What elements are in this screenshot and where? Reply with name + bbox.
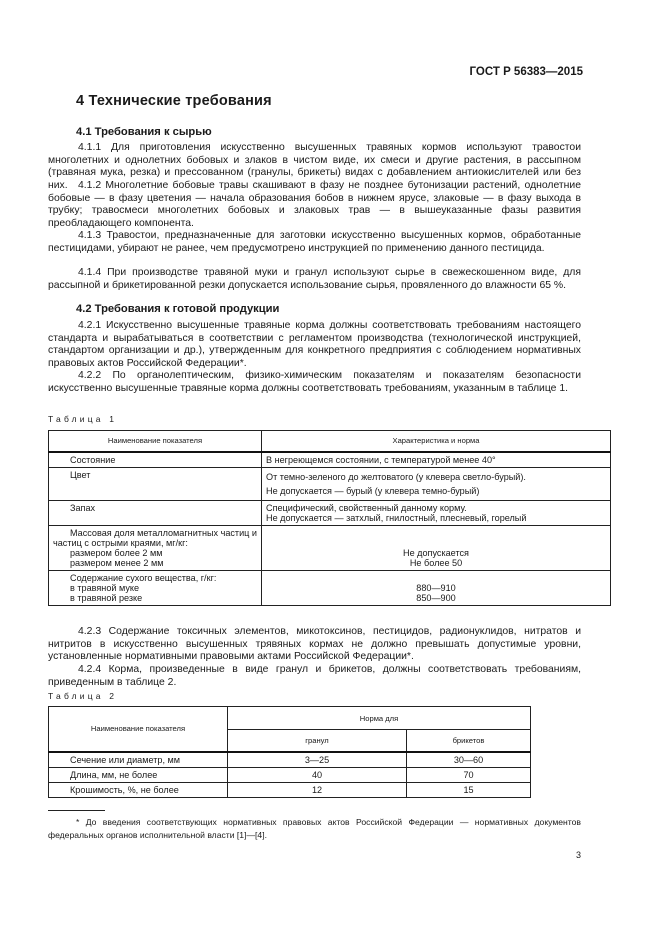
subsection-title-4-2: 4.2 Требования к готовой продукции	[76, 303, 280, 315]
subsection-title-4-1: 4.1 Требования к сырью	[76, 126, 212, 138]
text-line: в травяной муке	[70, 582, 140, 593]
text-line: размером более 2 мм	[70, 547, 163, 558]
table-row	[49, 752, 531, 768]
table2-caption: Таблица 2	[48, 691, 118, 701]
table1-cell-name: Цвет	[49, 467, 262, 500]
table2-cell-col1: 12	[228, 782, 407, 797]
table2	[48, 706, 531, 798]
paragraph-4-1-1: 4.1.1 Для приготовления искусственно высушенных травяных кормов используют травостои многолетних и однолетних бобовых и злаков в чистом виде, их смеси и другие растения, в рассыпном (травяная мука, резка) и прессованном (гранулы, брикеты) видах с добавлением антиокислителей или без них.	[48, 142, 581, 191]
table1-header-name: Наименование показателя	[49, 431, 262, 452]
table1-caption: Таблица 1	[48, 414, 118, 424]
paragraph-4-2-1: 4.2.1 Искусственно высушенные травяные корма должны соответствовать требованиям настоящего стандарта и вырабатываться в соответствии с регламентом производства (технологической инструкцией, стандартом организации и др.), утвержденным для конкретного предприятия с соблюдением нормативных правовых актов Российской Федерации*.	[48, 320, 581, 369]
text-line: размером менее 2 мм	[70, 557, 164, 568]
table1-cell-value	[262, 467, 611, 500]
table-row	[49, 467, 611, 500]
table2-header-col2: брикетов	[407, 730, 531, 752]
table1-cell-name	[49, 525, 262, 570]
paragraph-4-2-3: 4.2.3 Содержание токсичных элементов, микотоксинов, пестицидов, радионуклидов, нитратов и нитритов в искусственно высушенных трявяных кормах не должно превышать допустимые уровни, установленные нормативными правовыми актами Российской Федерации*.	[48, 626, 581, 663]
table1	[48, 430, 611, 606]
text-line: 880—910	[416, 582, 456, 593]
table1-header-value: Характеристика и норма	[262, 431, 611, 452]
table-row	[49, 570, 611, 605]
table2-header-col1: гранул	[228, 730, 407, 752]
table-row	[49, 767, 531, 782]
paragraph-4-2-4: 4.2.4 Корма, произведенные в виде гранул и брикетов, должны соответствовать требованиям, приведенным в таблице 2.	[48, 664, 581, 688]
table1-cell-value	[262, 570, 611, 605]
text-line: От темно-зеленого до желтоватого (у клевера светло-бурый).	[266, 471, 526, 482]
table2-cell-name: Крошимость, %, не более	[49, 782, 228, 797]
footnote-divider	[48, 810, 105, 811]
table2-header-name: Наименование показателя	[49, 707, 228, 752]
table-row	[49, 452, 611, 468]
footnote: * До введения соответствующих нормативных правовых актов Российской Федерации — нормативных документов федеральных органов исполнительной власти [1]—[4].	[48, 817, 581, 840]
document-header-id: ГОСТ Р 56383—2015	[469, 66, 583, 78]
table2-cell-col1: 40	[228, 767, 407, 782]
text-line: Не допускается — бурый (у клевера темно-бурый)	[266, 485, 480, 496]
section-title: 4 Технические требования	[76, 93, 272, 109]
table2-cell-col2: 30—60	[407, 752, 531, 768]
page-number: 3	[576, 850, 582, 860]
table-row	[49, 782, 531, 797]
table1-cell-name: Запах	[49, 500, 262, 525]
table1-cell-name	[49, 570, 262, 605]
text-line: Не более 50	[409, 557, 463, 568]
table-row	[49, 525, 611, 570]
table1-cell-value: В негреющемся состоянии, с температурой менее 40°	[262, 452, 611, 468]
text-line: Не допускается — затхлый, гнилостный, плесневый, горелый	[266, 512, 527, 523]
text-line: Содержание сухого вещества, г/кг:	[70, 572, 217, 583]
table1-cell-value	[262, 525, 611, 570]
table2-cell-name: Сечение или диаметр, мм	[49, 752, 228, 768]
table2-cell-col1: 3—25	[228, 752, 407, 768]
table2-cell-col2: 70	[407, 767, 531, 782]
paragraph-4-1-4: 4.1.4 При производстве травяной муки и гранул используют сырье в свежескошенном виде, для рассыпной и брикетированной резки допускается использование сырья, провяленного до влажности 65 %.	[48, 267, 581, 291]
table2-cell-col2: 15	[407, 782, 531, 797]
paragraph-4-2-2: 4.2.2 По органолептическим, физико-химическим показателям и показателям безопасности искусственно высушенные травяные корма должны соответствовать требованиям, указанным в таблице 1.	[48, 370, 581, 394]
text-line: Не допускается	[403, 547, 469, 558]
table1-cell-value	[262, 500, 611, 525]
table2-header-group: Норма для	[228, 707, 531, 730]
text-line: Массовая доля металломагнитных частиц и частиц с острыми краями, мг/кг:	[53, 527, 257, 548]
table1-cell-name: Состояние	[49, 452, 262, 468]
paragraph-4-1-2: 4.1.2 Многолетние бобовые травы скашивают в фазу не позднее бутонизации растений, однолетние бобовые — в фазу цветения — начала образования бобов в нижнем ярусе, злаковые — в фазу выхода в трубку; травосмеси многолетних бобовых и злаковых трав — в вышеуказанные фазы развития преобладающего компонента.	[48, 180, 581, 229]
text-line: Специфический, свойственный данному корму.	[266, 502, 467, 513]
table-row	[49, 500, 611, 525]
text-line: в травяной резке	[70, 592, 143, 603]
paragraph-4-1-3: 4.1.3 Травостои, предназначенные для заготовки искусственно высушенных кормов, обработанные пестицидами, убирают не ранее, чем предусмотрено инструкцией по применению данного пестицида.	[48, 230, 581, 254]
text-line: 850—900	[416, 592, 456, 603]
table2-cell-name: Длина, мм, не более	[49, 767, 228, 782]
